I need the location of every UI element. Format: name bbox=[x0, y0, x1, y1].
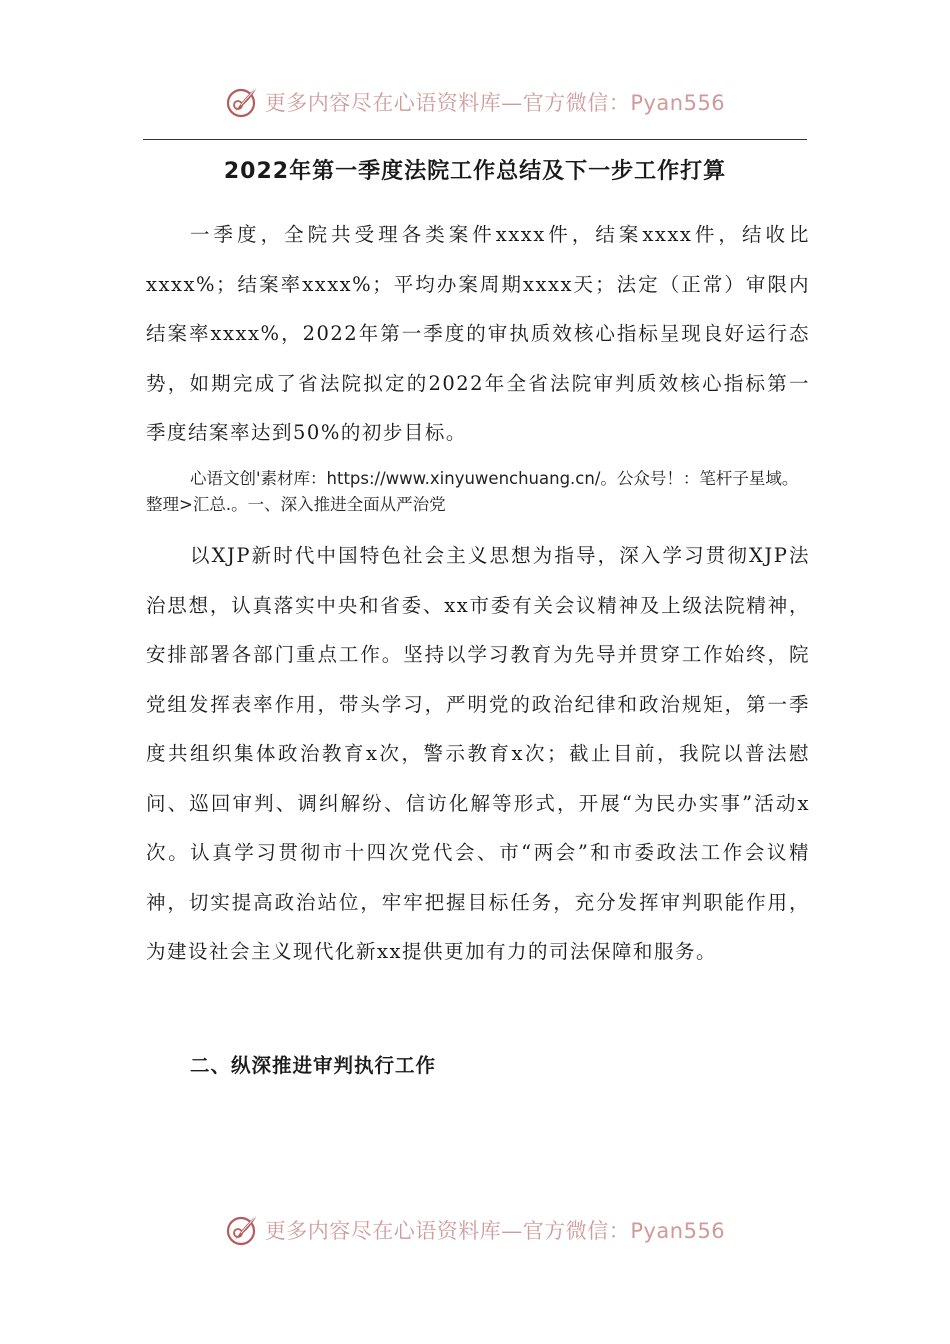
banner-text bbox=[265, 87, 725, 117]
header-banner bbox=[0, 80, 950, 124]
banner-text bbox=[265, 1215, 725, 1245]
paragraph-party-building: 以XJP新时代中国特色社会主义思想为指导，深入学习贯彻XJP法治思想，认真落实中央和省委、xx市委有关会议精神及上级法院精神，安排部署各部门重点工作。坚持以学习教育为先导并贯穿工作始终，院党组发挥表率作用，带头学习，严明党的政治纪律和政治规矩，第一季度共组织集体政治教育x次，警示教育x次；截止目前，我院以普法慰问、巡回审判、调纠解纷、信访化解等形式，开展“为民办实事”活动x次。认真学习贯彻市十四次党代会、市“两会”和市委政法工作会议精神，切实提高政治站位，牢牢把握目标任务，充分发挥审判职能作用，为建设社会主义现代化新xx提供更加有力的司法保障和服务。 bbox=[146, 544, 810, 963]
header-divider bbox=[143, 139, 807, 140]
quill-pen-circle-icon bbox=[225, 85, 259, 119]
banner-text-cn: 更多内容尽在心语资料库—官方微信： bbox=[264, 1219, 631, 1243]
quill-pen-circle-icon bbox=[225, 1213, 259, 1247]
paragraph-case-statistics: 一季度，全院共受理各类案件xxxx件，结案xxxx件，结收比xxxx%；结案率xxxx%；平均办案周期xxxx天；法定（正常）审限内结案率xxxx%，2022年第一季度的审执质效核心指标呈现良好运行态势，如期完成了省法院拟定的2022年全省法院审判质效核心指标第一季度结案率达到50%的初步目标。 bbox=[146, 223, 810, 444]
banner-wechat-id: Pyan556 bbox=[630, 91, 726, 115]
banner-wechat-id: Pyan556 bbox=[630, 1219, 726, 1243]
promo-source-line: 心语文创'素材库：https://www.xinyuwenchuang.cn/。公众号！：笔杆子星域。整理>汇总.。一、深入推进全面从严治党 bbox=[146, 469, 799, 514]
document-title: 2022年第一季度法院工作总结及下一步工作打算 bbox=[223, 159, 727, 184]
footer-banner bbox=[0, 1208, 950, 1252]
section-heading-2: 二、纵深推进审判执行工作 bbox=[190, 1054, 437, 1077]
banner-text-cn: 更多内容尽在心语资料库—官方微信： bbox=[264, 91, 631, 115]
